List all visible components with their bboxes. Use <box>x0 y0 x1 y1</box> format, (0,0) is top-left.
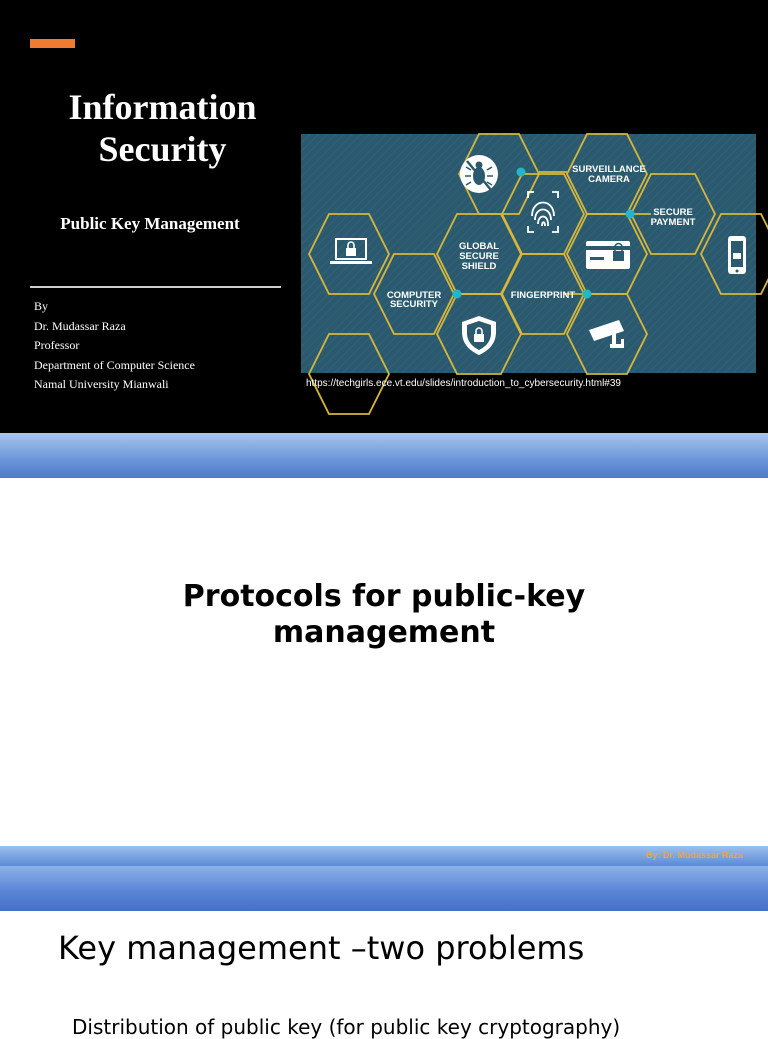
title-slide <box>0 0 768 433</box>
card-lock-icon <box>586 241 630 269</box>
label-surveillance: SURVEILLANCE <box>572 164 646 175</box>
label-fingerprint: FINGERPRINT <box>510 290 576 301</box>
label-payment: PAYMENT <box>650 217 696 228</box>
slide-subtitle: Public Key Management <box>60 214 240 233</box>
accent-bar <box>30 39 75 48</box>
slide-header-band <box>0 866 768 911</box>
connector-dot <box>626 210 635 219</box>
label-secure: SECURE <box>653 207 693 218</box>
footer-author: By: Dr. Mudassar Raza <box>645 850 743 860</box>
content-slide <box>0 911 768 1039</box>
connector-dot <box>583 290 592 299</box>
connector-dot <box>517 168 526 177</box>
content-title: Key management –two problems <box>58 929 585 967</box>
cybersecurity-hex-image <box>301 134 756 373</box>
byline-by: By <box>34 299 49 313</box>
slide-title: Information Security <box>68 87 257 169</box>
divider <box>30 286 281 288</box>
section-title: Protocols for public-key management <box>182 579 586 650</box>
author-block <box>34 297 195 395</box>
author-title: Professor <box>34 338 80 353</box>
label-computer: COMPUTER <box>386 290 442 301</box>
connector-dot <box>453 290 462 299</box>
label-camera: CAMERA <box>588 174 630 185</box>
slide-footer-bar <box>0 846 768 866</box>
phone-icon <box>728 236 746 274</box>
bug-icon <box>460 155 498 193</box>
label-shield: SHIELD <box>461 261 497 272</box>
author-name: Dr. Mudassar Raza <box>34 318 126 333</box>
author-department: Department of Computer Science <box>34 357 195 372</box>
label-security: SECURITY <box>389 299 439 310</box>
section-slide <box>0 478 768 846</box>
label-secure-2: SECURE <box>459 251 499 262</box>
author-university: Namal University Mianwali <box>34 377 169 392</box>
image-source-caption: https://techgirls.ece.vt.edu/slides/introduction_to_cybersecurity.html#39 <box>306 378 621 389</box>
slide-header-band <box>0 433 768 478</box>
bullet-item: Distribution of public key (for public key cryptography) <box>72 1015 621 1039</box>
label-global: GLOBAL <box>458 241 500 252</box>
